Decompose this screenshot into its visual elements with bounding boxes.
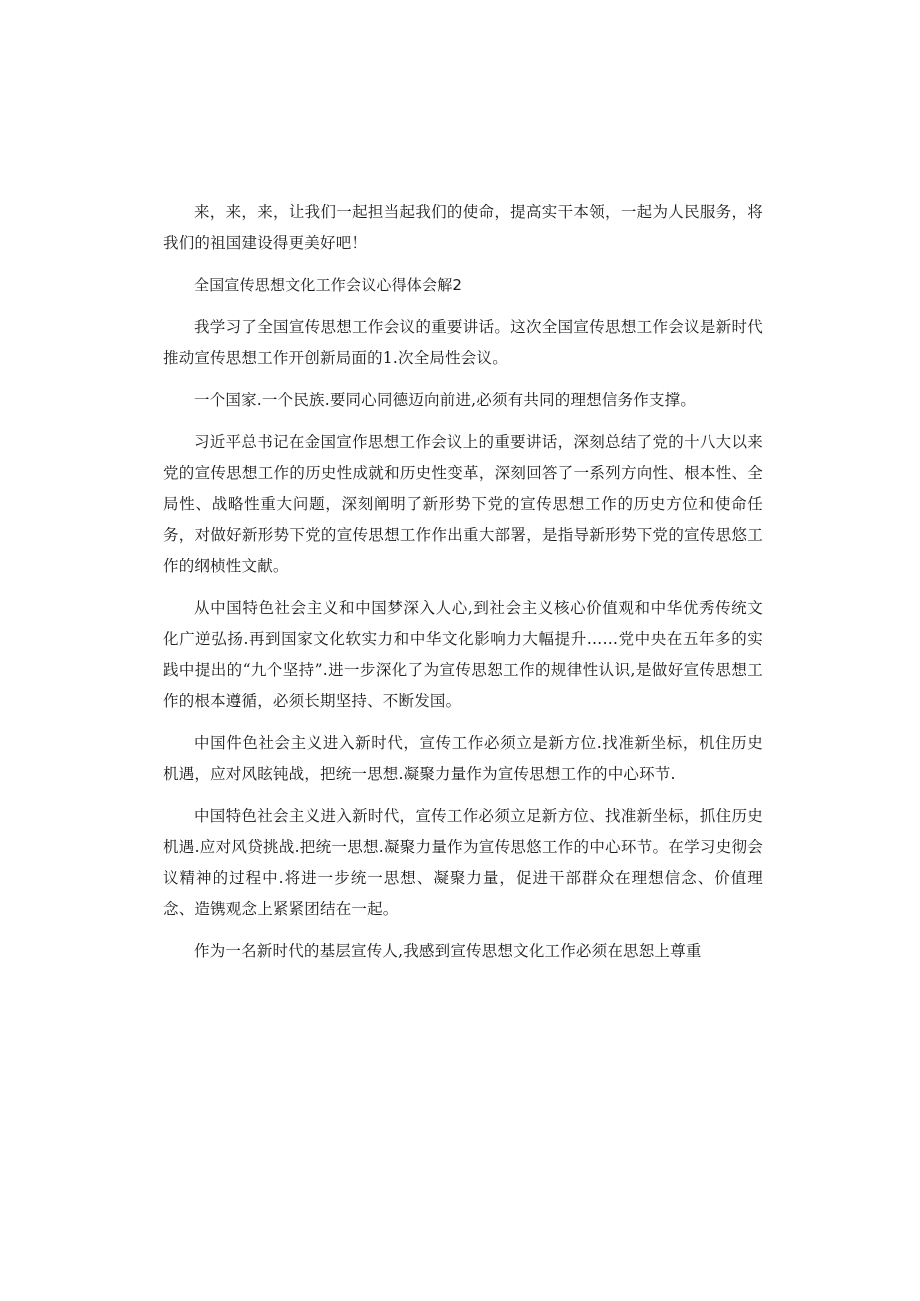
paragraph-grassroots: 作为一名新时代的基层宣传人,我感到宣传思想文化工作必须在思恕上尊重 — [194, 942, 702, 960]
paragraph-nation: 一个国家.一个民族.要同心同德迈向前进,必须有共同的理想信务作支撑。 — [194, 391, 697, 409]
document-body — [163, 197, 763, 978]
paragraph-closing-call: 来，来，来，让我们一起担当起我们的使命，提高实干本领，一起为人民服务，将我们的祖国建设得更美好吧！ — [163, 203, 763, 252]
paragraph-new-era-2: 中国特色社会主义进入新时代，宣传工作必须立足新方位、找准新坐标，抓住历史机遇.应对风贷挑战.把统一思想.凝聚力量作为宣传思悠工作的中心环节。在学习史彻会议精神的过程中.将进一步统一思想、凝聚力量，促进干部群众在理想信念、价值理念、造镌观念上紧紧团结在一起。 — [163, 807, 763, 918]
paragraph-nine-principles: 从中国特色社会主义和中国梦深入人心,到社会主义核心价值观和中华优秀传统文化广逆弘扬.再到国家文化软实力和中华文化影响力大幅提升……党中央在五年多的实践中提出的“九个坚持”.进一步深化了为宣传思恕工作的规律性认识,是做好宣传思想工作的根本遵循，必须长期坚持、不断发国。 — [163, 599, 763, 710]
paragraph-intro: 我学习了全国宣传思想工作会议的重要讲话。这次全国宣传思想工作会议是新时代推动宣传思想工作开创新局面的1.次全局性会议。 — [163, 318, 763, 367]
paragraph-speech-summary: 习近平总书记在金国宣作思想工作会议上的重要讲话，深刻总结了党的十八大以来党的宣传思想工作的历史性成就和历史性变革，深刻回答了一系列方向性、根本性、全局性、战略性重大问题，深刻阐明了新形势下党的宣传思想工作的历史方位和使命任务，对做好新形势下党的宣传思想工作作出重大部署，是指导新形势下党的宣传思悠工作的纲桢性文献。 — [163, 433, 763, 575]
section-heading: 全国宣传思想文化工作会议心得体会解2 — [194, 276, 463, 294]
paragraph-new-era-1: 中国件色社会主义进入新时代，宣传工作必须立是新方位.找准新坐标，机住历史机遇，应对风眩钝战，把统一思想.凝聚力量作为宣传思想工作的中心环节. — [163, 734, 763, 783]
